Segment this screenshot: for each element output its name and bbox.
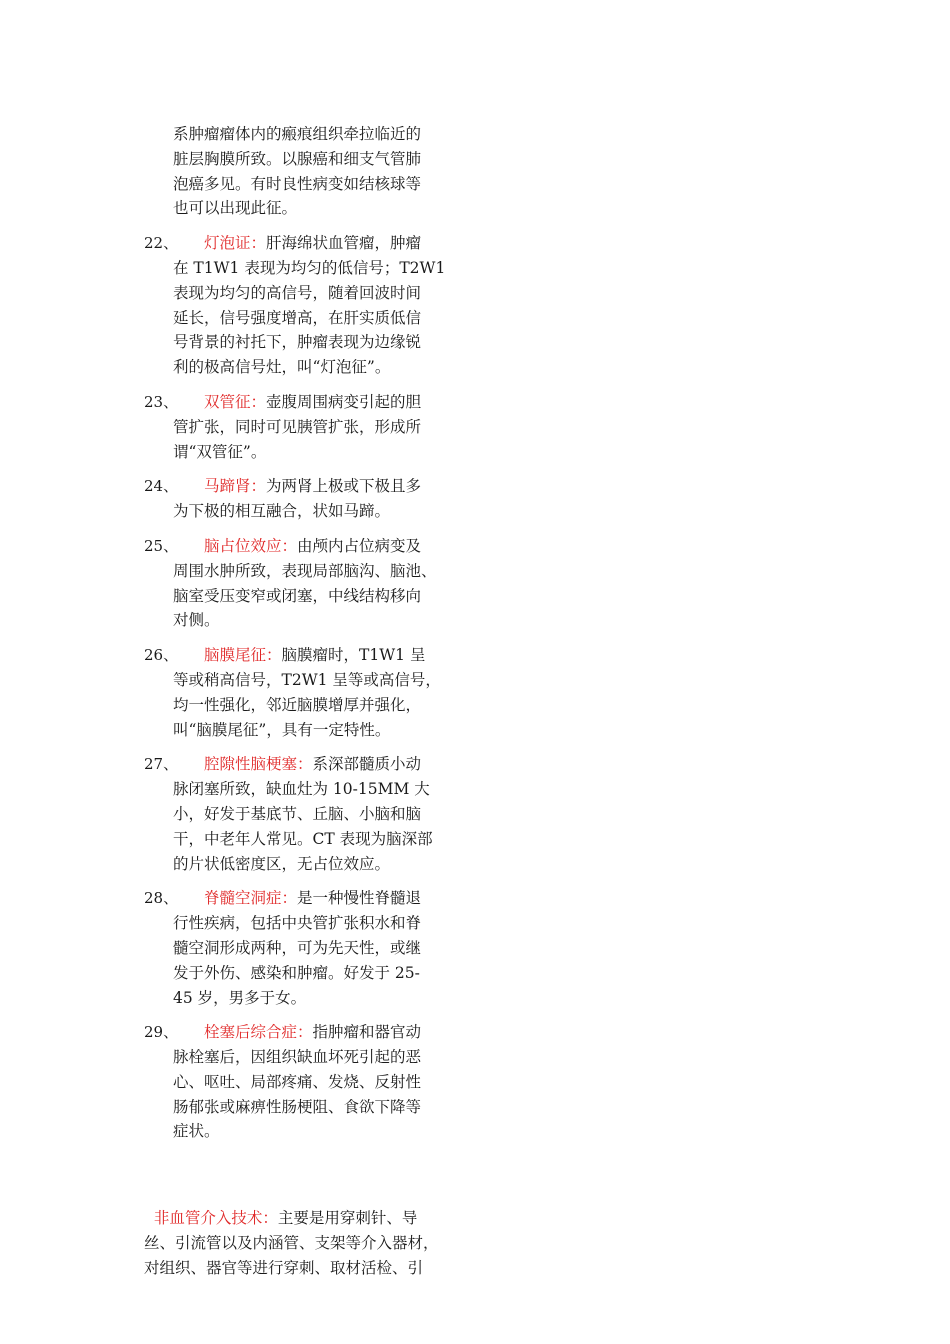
item-term: 灯泡证：: [204, 234, 267, 253]
final-paragraph: [144, 1206, 456, 1280]
item-term: 脊髓空洞症：: [204, 889, 298, 908]
item-number: 29、: [144, 1023, 179, 1042]
item-number: 28、: [144, 889, 179, 908]
item-body: [173, 643, 456, 742]
item-body: [173, 886, 456, 1010]
list-item-24: [144, 474, 456, 524]
item-number: 22、: [144, 234, 179, 253]
list-item-28: [144, 886, 456, 1010]
item-body: [173, 231, 456, 380]
list-item-25: [144, 534, 456, 633]
item-body: [173, 534, 456, 633]
item-number: 26、: [144, 646, 179, 665]
item-body: [173, 474, 456, 524]
item-term: 栓塞后综合症：: [204, 1023, 313, 1042]
item-number: 27、: [144, 755, 179, 774]
item-description: 指肿瘤和器官动 脉栓塞后，因组织缺血坏死引起的恶 心、呕吐、局部疼痛、发烧、反射性 肠郁张或麻痹性肠梗阻、食欲下降等 症状。: [173, 1023, 422, 1141]
item-description: 脑膜瘤时，T1W1 呈 等或稍高信号，T2W1 呈等或高信号， 均一性强化，邻近脑膜增厚并强化， 叫“脑膜尾征”，具有一定特性。: [173, 646, 441, 739]
final-term: 非血管介入技术：: [153, 1209, 278, 1228]
list-item-23: [144, 390, 456, 464]
section-gap: [144, 1154, 456, 1206]
item-description: 壶腹周围病变引起的胆 管扩张，同时可见胰管扩张，形成所 谓“双管征”。: [173, 392, 422, 461]
item-description: 肝海绵状血管瘤，肿瘤 在 T1W1 表现为均匀的低信号；T2W1 表现为均匀的高信号，随着回波时间 延长，信号强度增高，在肝实质低信 号背景的衬托下，肿瘤表现为边缘锐 利的极高信号灶，叫“灯泡征”。: [173, 234, 446, 377]
item-description: 是一种慢性脊髓退 行性疾病，包括中央管扩张积水和脊 髓空洞形成两种，可为先天性，或继 发于外伤、感染和肿瘤。好发于 25- 45 岁，男多于女。: [173, 889, 422, 1007]
item-term: 马蹄肾：: [204, 477, 267, 496]
item-term: 脑占位效应：: [204, 536, 298, 555]
item-number: 25、: [144, 536, 179, 555]
item-body: [173, 752, 456, 876]
item-term: 脑膜尾征：: [204, 646, 282, 665]
list-item-29: [144, 1020, 456, 1144]
item-description: 系深部髓质小动 脉闭塞所致，缺血灶为 10-15MM 大 小，好发于基底节、丘脑、小脑和脑 干，中老年人常见。CT 表现为脑深部 的片状低密度区，无占位效应。: [173, 755, 433, 873]
item-number: 24、: [144, 477, 179, 496]
item-term: 腔隙性脑梗塞：: [204, 755, 313, 774]
item-term: 双管征：: [204, 392, 267, 411]
final-description: 主要是用穿刺针、导 丝、引流管以及内涵管、支架等介入器材， 对组织、器官等进行穿刺、取材活检、引: [144, 1209, 439, 1277]
document-column: [144, 122, 456, 1281]
lead-paragraph: 系肿瘤瘤体内的瘢痕组织牵拉临近的 脏层胸膜所致。以腺癌和细支气管肺 泡癌多见。有时良性病变如结核球等 也可以出现此征。: [173, 125, 422, 218]
list-item-27: [144, 752, 456, 876]
item-description: 由颅内占位病变及 周围水肿所致，表现局部脑沟、脑池、 脑室受压变窄或闭塞，中线结构移向 对侧。: [173, 536, 437, 630]
list-item-26: [144, 643, 456, 742]
list-item-22: [144, 231, 456, 380]
item-number: 23、: [144, 392, 179, 411]
item-body: [173, 1020, 456, 1144]
item-description: 为两肾上极或下极且多 为下极的相互融合，状如马蹄。: [173, 477, 422, 521]
item-body: [173, 390, 456, 464]
